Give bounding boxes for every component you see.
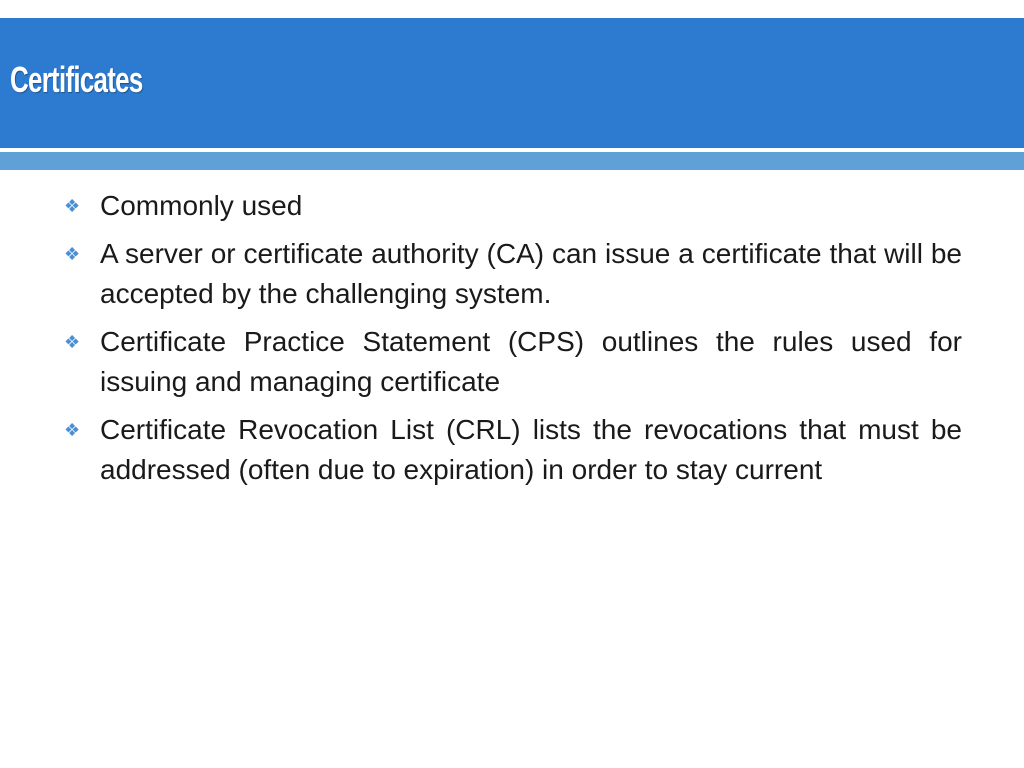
bullet-text: Certificate Revocation List (CRL) lists the revocations that must be addressed (often due to expiration) in order to stay current <box>100 414 962 485</box>
bullet-text: Certificate Practice Statement (CPS) outlines the rules used for issuing and managing certificate <box>100 326 962 397</box>
title-band <box>0 18 1024 148</box>
bullet-text: A server or certificate authority (CA) can issue a certificate that will be accepted by the challenging system. <box>100 238 962 309</box>
bullet-item <box>62 322 962 402</box>
bullet-item <box>62 410 962 490</box>
diamond-bullet-icon: ❖ <box>64 196 81 216</box>
accent-rule <box>0 152 1024 170</box>
slide-title: Certificates <box>10 59 143 100</box>
diamond-bullet-icon: ❖ <box>64 244 81 264</box>
bullet-item <box>62 234 962 314</box>
bullet-text: Commonly used <box>100 190 303 221</box>
diamond-bullet-icon: ❖ <box>64 332 81 352</box>
bullet-list <box>62 186 962 498</box>
diamond-bullet-icon: ❖ <box>64 420 81 440</box>
bullet-item <box>62 186 962 226</box>
